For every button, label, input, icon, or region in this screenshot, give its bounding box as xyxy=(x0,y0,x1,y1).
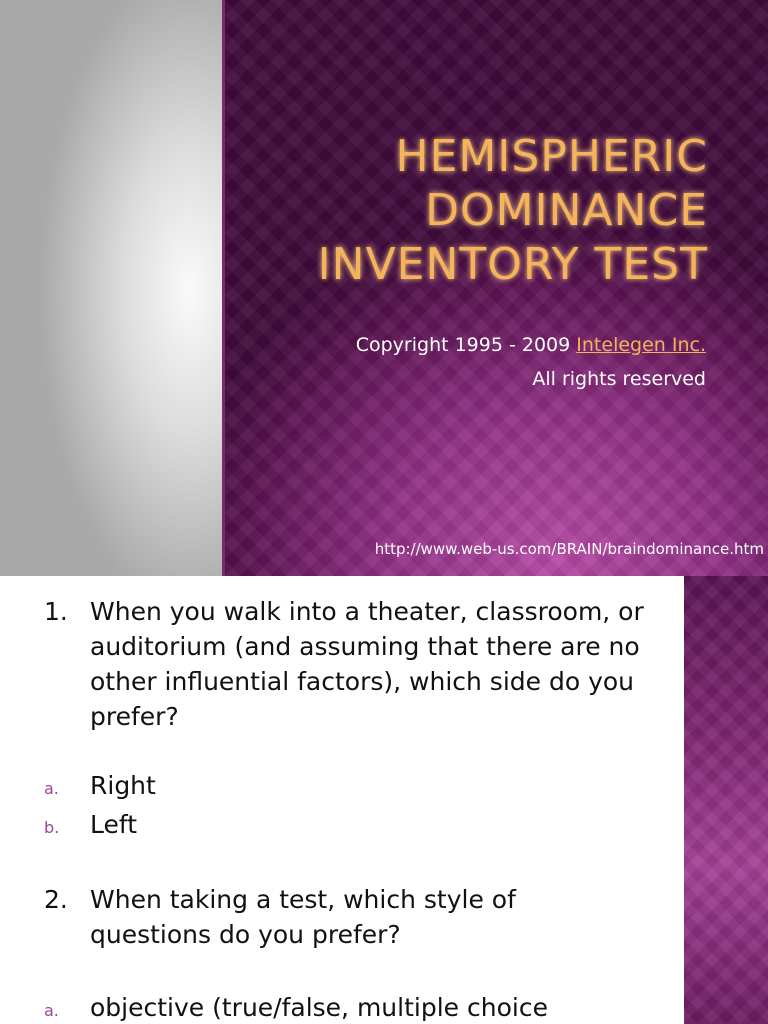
option-item xyxy=(44,988,644,1024)
option-letter: a. xyxy=(44,779,59,798)
question-slide xyxy=(0,576,768,1024)
option-item xyxy=(44,805,644,844)
copyright-block xyxy=(356,328,706,396)
question-text: When taking a test, which style of questions do you prefer? xyxy=(90,885,516,949)
purple-pattern-panel xyxy=(225,0,768,576)
rights-reserved: All rights reserved xyxy=(532,368,706,390)
option-item xyxy=(44,766,644,805)
question-number: 1. xyxy=(44,597,68,626)
question-text: When you walk into a theater, classroom, or auditorium (and assuming that there are no other influential factors), which side do you prefer? xyxy=(90,597,644,731)
title-line-3: INVENTORY TEST xyxy=(317,239,708,290)
title-line-1: HEMISPHERIC xyxy=(395,131,708,182)
intelegen-link[interactable]: Intelegen Inc. xyxy=(576,334,706,356)
question-1 xyxy=(44,594,644,734)
option-text: Right xyxy=(90,771,156,800)
option-text: objective (true/false, multiple choice xyxy=(90,993,548,1022)
title-line-2: DOMINANCE xyxy=(425,185,708,236)
copyright-text: Copyright 1995 - 2009 xyxy=(355,334,577,356)
slide-title xyxy=(318,130,708,292)
option-letter: a. xyxy=(44,1001,59,1020)
question-list xyxy=(44,594,644,1024)
gray-gradient-panel xyxy=(0,0,224,576)
source-url: http://www.web-us.com/BRAIN/braindominance.htm xyxy=(374,540,764,558)
option-letter: b. xyxy=(44,818,60,837)
question-number: 2. xyxy=(44,885,68,914)
option-text: Left xyxy=(90,810,138,839)
question-2 xyxy=(44,882,644,952)
copyright-line xyxy=(356,328,706,362)
purple-side-strip xyxy=(684,576,768,1024)
